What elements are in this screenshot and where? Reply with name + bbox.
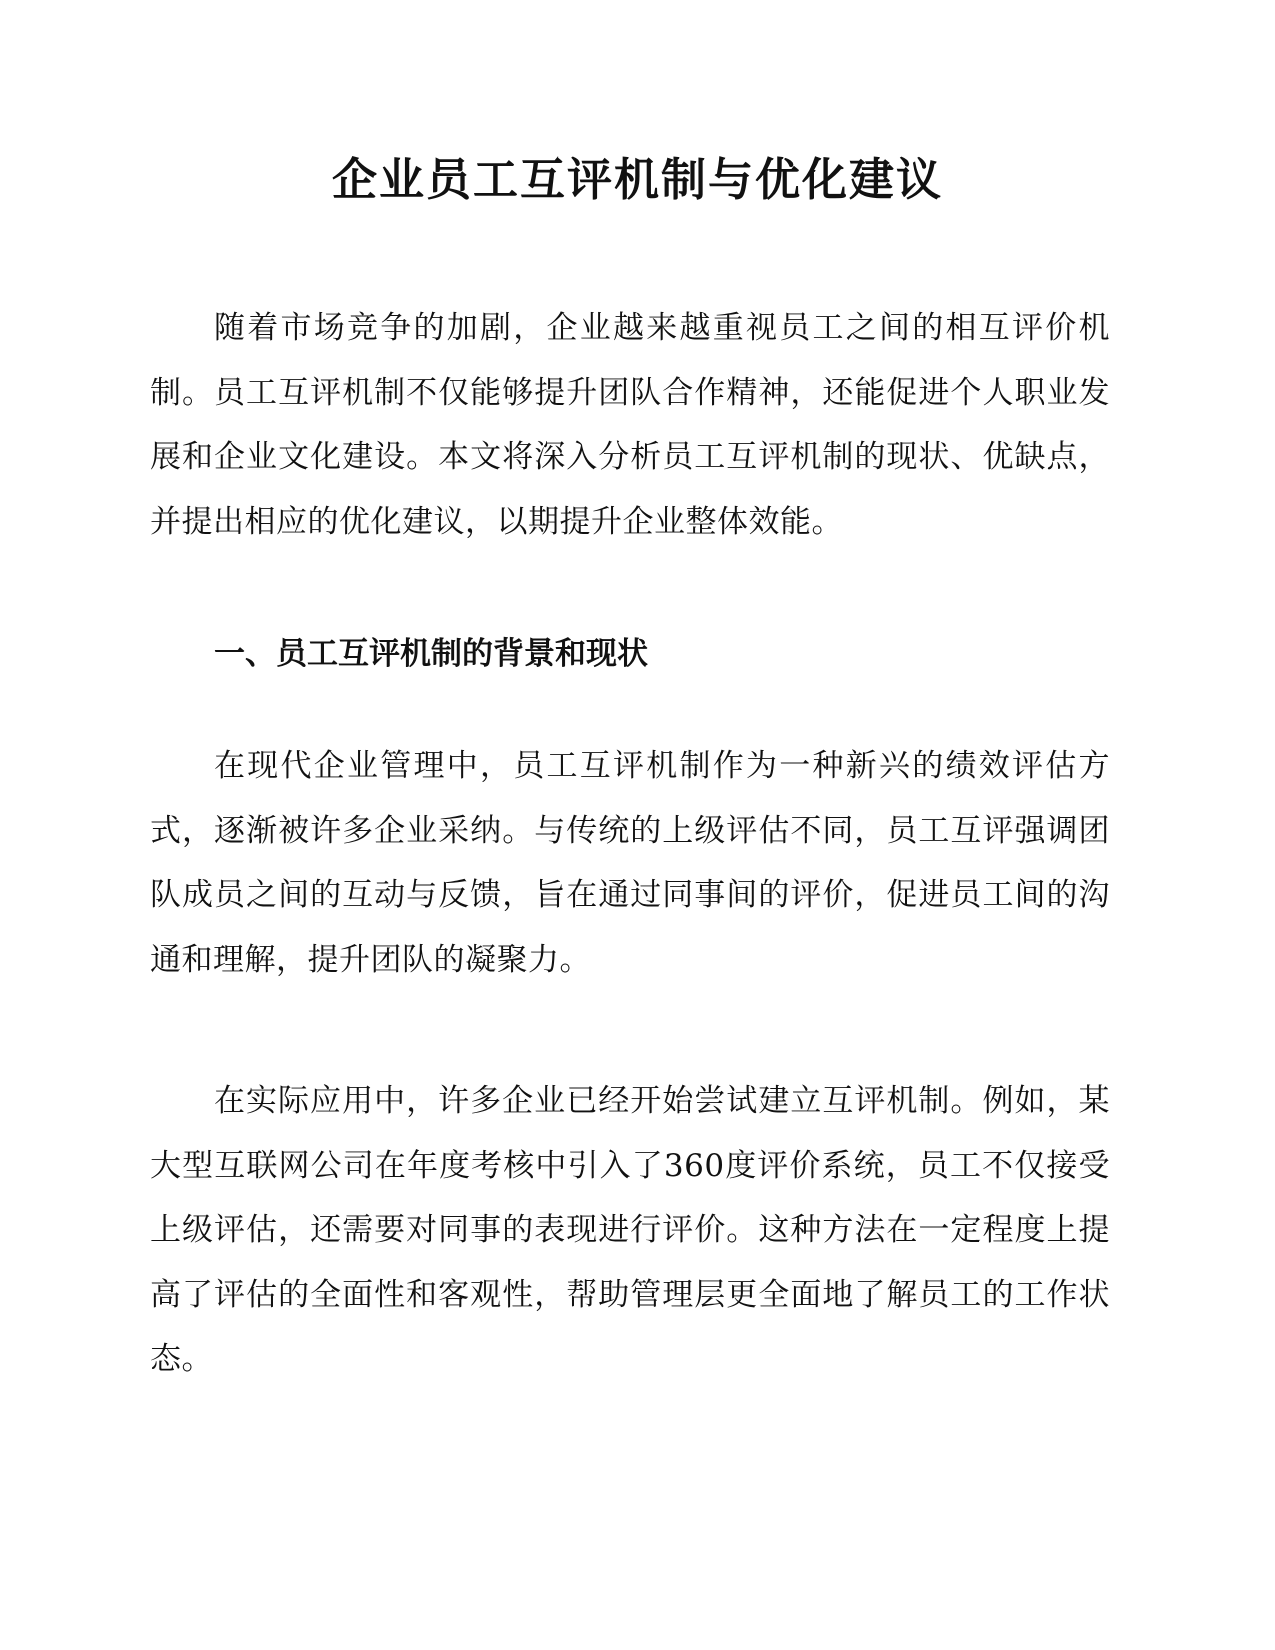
document-title: 企业员工互评机制与优化建议	[331, 153, 943, 206]
section-heading: 一、员工互评机制的背景和现状	[214, 636, 648, 672]
section-paragraph-2: 在实际应用中，许多企业已经开始尝试建立互评机制。例如，某大型互联网公司在年度考核中引入了360度评价系统，员工不仅接受上级评估，还需要对同事的表现进行评价。这种方法在一定程度上提高了评估的全面性和客观性，帮助管理层更全面地了解员工的工作状态。	[150, 1083, 1110, 1377]
section-paragraph-1: 在现代企业管理中，员工互评机制作为一种新兴的绩效评估方式，逐渐被许多企业采纳。与传统的上级评估不同，员工互评强调团队成员之间的互动与反馈，旨在通过同事间的评价，促进员工间的沟通和理解，提升团队的凝聚力。	[150, 748, 1110, 978]
intro-paragraph: 随着市场竞争的加剧，企业越来越重视员工之间的相互评价机制。员工互评机制不仅能够提升团队合作精神，还能促进个人职业发展和企业文化建设。本文将深入分析员工互评机制的现状、优缺点，并提出相应的优化建议，以期提升企业整体效能。	[150, 310, 1110, 540]
